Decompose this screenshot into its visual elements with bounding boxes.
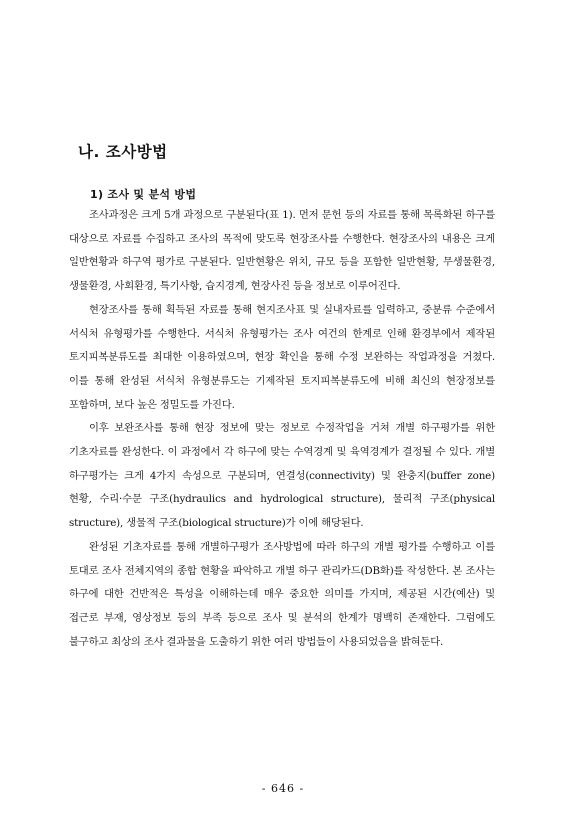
paragraph: 완성된 기초자료를 통해 개별하구평가 조사방법에 따라 하구의 개별 평가를 수행하고 이를 토대로 조사 전체지역의 종합 현황을 파악하고 개별 하구 관리카드(DB화)를 작성한다. 본 조사는 하구에 대한 건반적은 특성을 이해하는데 매우 중요한 의미를 가지며, 제공된 시간(예산) 및 접근로 부재, 영상정보 등의 부족 등으로 조사 및 분석의 한계가 명백히 존재한다. 그럼에도 불구하고 최상의 조사 결과물을 도출하기 위한 여러 방법들이 사용되었음을 밝혀둔다. (69, 540, 495, 648)
page-number: - 646 - (261, 782, 305, 795)
subsection-heading: 1) 조사 및 분석 방법 (90, 188, 197, 201)
section-heading: 나. 조사방법 (78, 143, 168, 161)
paragraph: 이후 보완조사를 통해 현장 정보에 맞는 정보로 수정작업을 거쳐 개별 하구평가를 위한 기초자료를 완성한다. 이 과정에서 각 하구에 맞는 수역경계 및 육역경계가 결정될 수 있다. 개별 하구평가는 크게 4가지 속성으로 구분되며, 연결성(connectivity) 및 완충지(buffer zone) 현황, 수리·수문 구조(hydraulics and hydrological structure), 물리적 구조(physical structure), 생물적 구조(biological structure)가 이에 해당된다. (69, 422, 495, 530)
paragraph: 현장조사를 통해 획득된 자료를 통해 현지조사표 및 실내자료를 입력하고, 중분류 수준에서 서식처 유형평가를 수행한다. 서식처 유형평가는 조사 여건의 한계로 인해 환경부에서 제작된 토지피복분류도를 최대한 이용하였으며, 현장 확인을 통해 수정 보완하는 작업과정을 거쳤다. 이를 통해 완성된 서식처 유형분류도는 기제작된 토지피복분류도에 비해 최신의 현장정보를 포함하며, 보다 높은 정밀도를 가진다. (69, 303, 495, 411)
paragraph: 조사과정은 크게 5개 과정으로 구분된다(표 1). 먼저 문헌 등의 자료를 통해 목록화된 하구를 대상으로 자료를 수집하고 조사의 목적에 맞도록 현장조사를 수행한다. 현장조사의 내용은 크게 일반현황과 하구역 평가로 구분된다. 일반현황은 위치, 규모 등을 포함한 일반현황, 무생물환경, 생물환경, 사회환경, 특기사항, 습지경계, 현장사진 등을 정보로 이루어진다. (69, 209, 495, 293)
body-text (69, 204, 495, 654)
